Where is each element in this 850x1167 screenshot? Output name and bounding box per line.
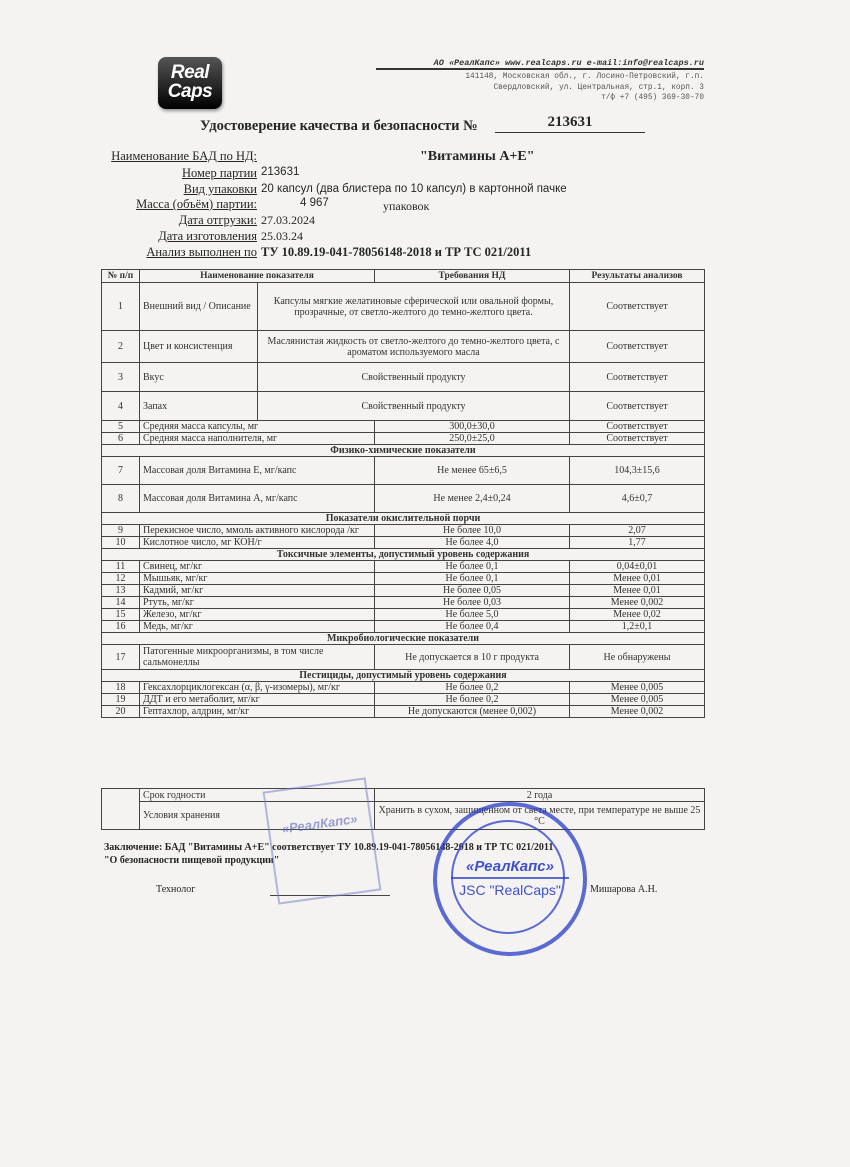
table-row: [102, 363, 705, 392]
requirement: Не допускаются (менее 0,002): [375, 706, 570, 718]
row-number: 11: [102, 561, 140, 573]
analysis-label: Анализ выполнен по: [146, 245, 257, 259]
table-row: [102, 609, 705, 621]
mass-label: Масса (объём) партии:: [136, 197, 257, 211]
indicator-name: Гептахлор, алдрин, мг/кг: [140, 706, 375, 718]
requirement: Не более 0,1: [375, 573, 570, 585]
storage-table: [101, 788, 705, 830]
address-phone: т/ф +7 (495) 369-30-70: [601, 94, 704, 102]
row-number: 12: [102, 573, 140, 585]
requirement: 300,0±30,0: [375, 421, 570, 433]
result: Менее 0,01: [570, 585, 705, 597]
company-address: [420, 72, 704, 104]
result: Менее 0,01: [570, 573, 705, 585]
table-row: [102, 694, 705, 706]
indicator-name: Мышьяк, мг/кг: [140, 573, 375, 585]
row-number: 6: [102, 433, 140, 445]
result: Соответствует: [570, 421, 705, 433]
mass-unit: упаковок: [383, 199, 430, 213]
signer-role: Технолог: [156, 884, 196, 895]
requirement: Не более 0,2: [375, 694, 570, 706]
table-row: [102, 445, 705, 457]
shelf-life-label: Срок годности: [140, 789, 375, 802]
round-stamp-divider: [451, 877, 569, 879]
requirement: Не допускается в 10 г продукта: [375, 645, 570, 670]
storage-cond-label: Условия хранения: [140, 802, 375, 830]
row-number: 2: [102, 331, 140, 363]
table-row: [102, 585, 705, 597]
indicator-name: Средняя масса наполнителя, мг: [140, 433, 375, 445]
indicator-name: Кислотное число, мг КОН/г: [140, 537, 375, 549]
header-requirements: Требования НД: [375, 270, 570, 283]
storage-cond-value: Хранить в сухом, защищенном от света месте, при температуре не выше 25 °С: [375, 802, 705, 830]
row-number: 15: [102, 609, 140, 621]
table-row: [102, 706, 705, 718]
table-row: [102, 597, 705, 609]
company-logo: [158, 57, 222, 109]
row-number: 1: [102, 283, 140, 331]
storage-empty-cell: [102, 789, 140, 830]
result: Менее 0,005: [570, 682, 705, 694]
batch-value: 213631: [261, 166, 300, 178]
table-row: [102, 270, 705, 283]
table-row: [102, 561, 705, 573]
requirement: Маслянистая жидкость от светло-желтого до темно-желтого цвета, с ароматом используемого масла: [258, 331, 570, 363]
table-row: [102, 573, 705, 585]
result: Соответствует: [570, 392, 705, 421]
table-row: [102, 283, 705, 331]
indicator-name: Цвет и консистенция: [140, 331, 258, 363]
result: 0,04±0,01: [570, 561, 705, 573]
document-title: Удостоверение качества и безопасности №: [200, 118, 478, 134]
batch-label: Номер партии: [181, 166, 257, 180]
header-indicator: Наименование показателя: [140, 270, 375, 283]
requirement: Свойственный продукту: [258, 363, 570, 392]
pack-label: Вид упаковки: [183, 182, 257, 196]
conclusion-line-2: "О безопасности пищевой продукции": [104, 855, 280, 866]
table-row: [102, 485, 705, 513]
result: 4,6±0,7: [570, 485, 705, 513]
table-row: [102, 421, 705, 433]
section-pesticides: Пестициды, допустимый уровень содержания: [102, 670, 705, 682]
signer-name: Мишарова А.Н.: [590, 884, 658, 895]
table-row: [102, 645, 705, 670]
conclusion-line-1: Заключение: БАД "Витамины А+Е" соответствует ТУ 10.89.19-041-78056148-2018 и ТР ТС 021/2011: [104, 842, 554, 853]
row-number: 10: [102, 537, 140, 549]
row-number: 19: [102, 694, 140, 706]
address-line-2: Свердловский, ул. Центральная, стр.1, корп. 3: [493, 83, 704, 92]
mass-value: 4 967: [300, 197, 329, 209]
row-number: 5: [102, 421, 140, 433]
ship-date-value: 27.03.2024: [261, 213, 315, 227]
indicator-name: Гексахлорциклогексан (α, β, γ-изомеры), мг/кг: [140, 682, 375, 694]
requirement: Не более 0,4: [375, 621, 570, 633]
row-number: 4: [102, 392, 140, 421]
product-name-label: Наименование БАД по НД:: [111, 149, 257, 163]
indicator-name: Вкус: [140, 363, 258, 392]
row-number: 14: [102, 597, 140, 609]
results-table: [101, 269, 705, 718]
requirement: Не более 4,0: [375, 537, 570, 549]
address-line-1: 141148, Московская обл., г. Лосино-Петровский, г.п.: [465, 73, 704, 81]
indicator-name: Ртуть, мг/кг: [140, 597, 375, 609]
section-micro: Микробиологические показатели: [102, 633, 705, 645]
result: Соответствует: [570, 433, 705, 445]
row-number: 3: [102, 363, 140, 392]
result: 1,77: [570, 537, 705, 549]
table-row: [102, 549, 705, 561]
row-number: 8: [102, 485, 140, 513]
pack-value: 20 капсул (два блистера по 10 капсул) в картонной пачке: [261, 183, 567, 195]
square-stamp: [263, 777, 382, 904]
result: Соответствует: [570, 331, 705, 363]
shelf-life-value: 2 года: [375, 789, 705, 802]
round-stamp-line-1: «РеалКапс»: [466, 858, 554, 875]
indicator-name: Внешний вид / Описание: [140, 283, 258, 331]
table-row: [102, 331, 705, 363]
requirement: Не более 0,2: [375, 682, 570, 694]
result: Соответствует: [570, 283, 705, 331]
table-row: [102, 513, 705, 525]
row-number: 9: [102, 525, 140, 537]
table-row: [102, 525, 705, 537]
indicator-name: Железо, мг/кг: [140, 609, 375, 621]
indicator-name: Патогенные микроорганизмы, в том числе сальмонеллы: [140, 645, 375, 670]
result: 104,3±15,6: [570, 457, 705, 485]
requirement: Не менее 2,4±0,24: [375, 485, 570, 513]
round-stamp-line-2: JSC "RealCaps": [459, 882, 561, 898]
logo-text-line2: Caps: [167, 81, 213, 102]
result: Соответствует: [570, 363, 705, 392]
product-name: "Витамины А+Е": [420, 149, 535, 164]
header-number: № п/п: [102, 270, 140, 283]
company-divider: [376, 68, 704, 70]
indicator-name: Запах: [140, 392, 258, 421]
indicator-name: Свинец, мг/кг: [140, 561, 375, 573]
row-number: 20: [102, 706, 140, 718]
row-number: 18: [102, 682, 140, 694]
table-row: [102, 537, 705, 549]
indicator-name: Средняя масса капсулы, мг: [140, 421, 375, 433]
result: Не обнаружены: [570, 645, 705, 670]
requirement: Капсулы мягкие желатиновые сферической или овальной формы, прозрачные, от светло-желтого до темно-желтого цвета.: [258, 283, 570, 331]
indicator-name: Массовая доля Витамина А, мг/капс: [140, 485, 375, 513]
row-number: 17: [102, 645, 140, 670]
analysis-value: ТУ 10.89.19-041-78056148-2018 и ТР ТС 021/2011: [261, 245, 532, 259]
requirement: Свойственный продукту: [258, 392, 570, 421]
requirement: Не менее 65±6,5: [375, 457, 570, 485]
section-physchem: Физико-химические показатели: [102, 445, 705, 457]
made-date-label: Дата изготовления: [158, 229, 257, 243]
result: Менее 0,02: [570, 609, 705, 621]
row-number: 7: [102, 457, 140, 485]
header-results: Результаты анализов: [570, 270, 705, 283]
indicator-name: ДДТ и его метаболит, мг/кг: [140, 694, 375, 706]
result: Менее 0,002: [570, 597, 705, 609]
result: 1,2±0,1: [570, 621, 705, 633]
requirement: Не более 5,0: [375, 609, 570, 621]
table-row: [102, 392, 705, 421]
certificate-number: 213631: [495, 114, 645, 133]
table-row: [102, 633, 705, 645]
table-row: [102, 621, 705, 633]
made-date-value: 25.03.24: [261, 229, 303, 243]
logo-text-line1: Real: [170, 62, 210, 83]
indicator-name: Массовая доля Витамина Е, мг/капс: [140, 457, 375, 485]
indicator-name: Кадмий, мг/кг: [140, 585, 375, 597]
requirement: 250,0±25,0: [375, 433, 570, 445]
table-row: [102, 457, 705, 485]
result: Менее 0,005: [570, 694, 705, 706]
round-stamp: [433, 802, 587, 956]
table-row: [102, 670, 705, 682]
indicator-name: Медь, мг/кг: [140, 621, 375, 633]
section-oxidation: Показатели окислительной порчи: [102, 513, 705, 525]
requirement: Не более 0,05: [375, 585, 570, 597]
indicator-name: Перекисное число, ммоль активного кислорода /кг: [140, 525, 375, 537]
row-number: 13: [102, 585, 140, 597]
table-row: [102, 682, 705, 694]
requirement: Не более 10,0: [375, 525, 570, 537]
result: Менее 0,002: [570, 706, 705, 718]
ship-date-label: Дата отгрузки:: [178, 213, 257, 227]
requirement: Не более 0,03: [375, 597, 570, 609]
row-number: 16: [102, 621, 140, 633]
result: 2,07: [570, 525, 705, 537]
requirement: Не более 0,1: [375, 561, 570, 573]
table-row: [102, 433, 705, 445]
section-toxic: Токсичные элементы, допустимый уровень содержания: [102, 549, 705, 561]
company-contacts: АО «РеалКапс» www.realcaps.ru e-mail:info@realcaps.ru: [433, 58, 704, 68]
square-stamp-text: «РеалКапс»: [280, 810, 359, 837]
